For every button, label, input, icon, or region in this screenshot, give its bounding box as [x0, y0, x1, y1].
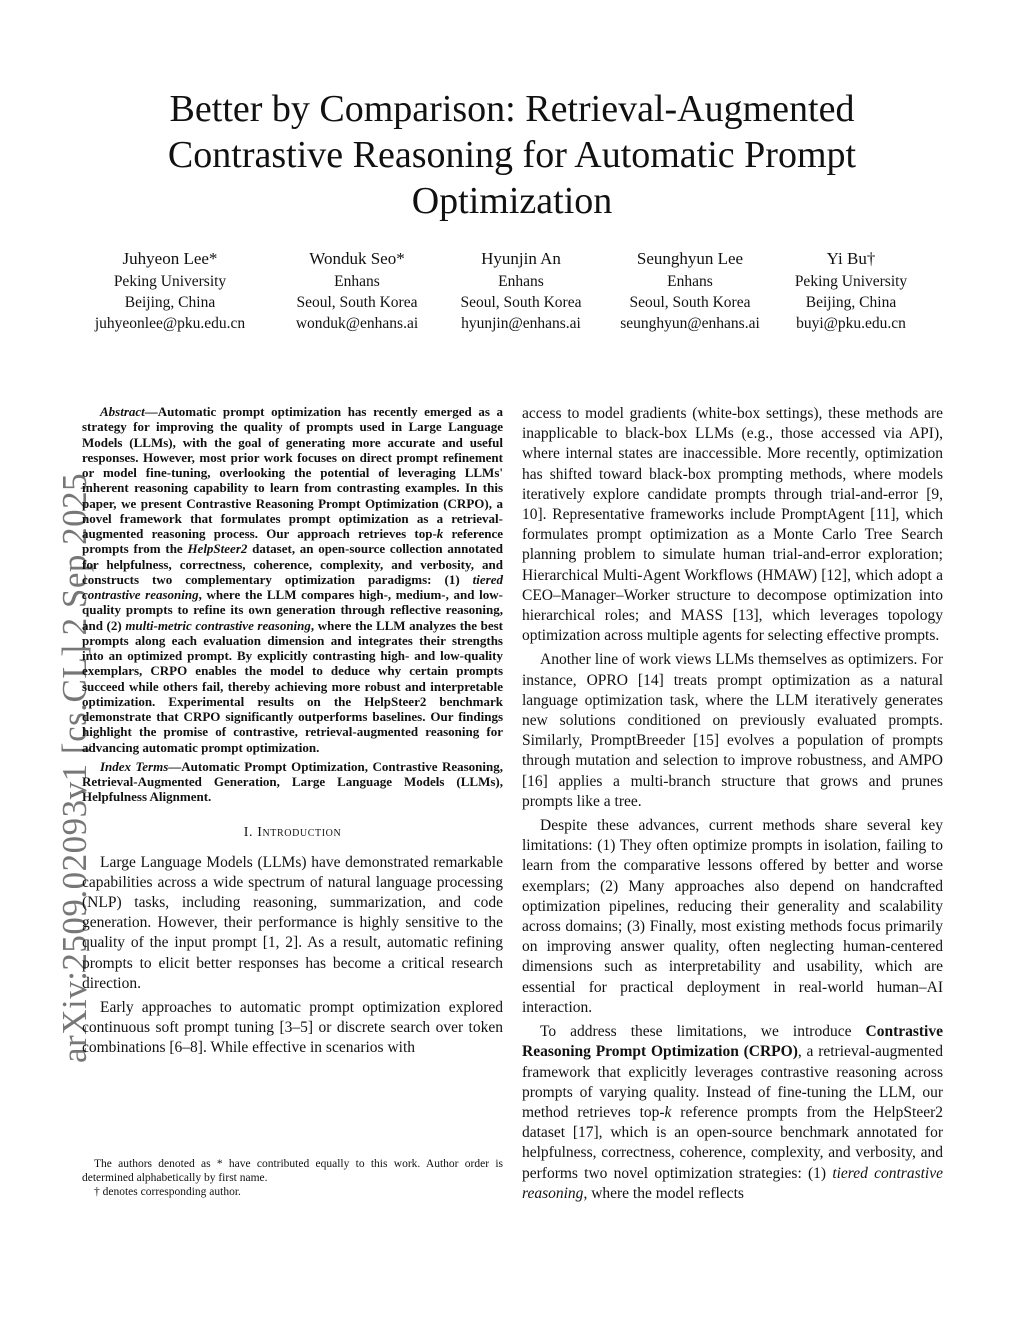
author-affiliation: Enhans — [334, 273, 380, 290]
index-terms-label: Index Terms — [100, 758, 169, 774]
abstract-dataset: HelpSteer2 — [187, 541, 248, 557]
left-column — [82, 404, 503, 1063]
right-column — [522, 404, 943, 1208]
author-name: Seunghyun Lee — [636, 249, 744, 268]
author-email: wonduk@enhans.ai — [295, 315, 419, 332]
section-heading-introduction — [82, 825, 503, 841]
paper-title: Better by Comparison: Retrieval-Augmented Contrastive Reasoning for Automatic Prompt Optimization — [167, 88, 857, 222]
abstract-label: Abstract — [100, 404, 145, 419]
footnote-equal-contribution: The authors denoted as * have contributed equally to this work. Author order is determined alphabetically by first name. — [82, 1158, 503, 1184]
abstract-k: k — [436, 526, 444, 541]
section-number: I. — [243, 824, 254, 840]
intro-k: k — [664, 1103, 672, 1121]
author-email: buyi@pku.edu.cn — [796, 315, 906, 332]
author-email: hyunjin@enhans.ai — [461, 315, 581, 332]
author-affiliation: Peking University — [794, 273, 908, 290]
abstract-text: , where the LLM analyzes the best prompts along each evaluation dimension and integrates their strengths into an optimized prompt. By explicitly contrasting high- and low-quality exemplars, CRPO enables the model to deduce why certain prompts succeed while others fail, thereby achieving more robust and interpretable optimization. Experimental results on the HelpSteer2 benchmark demonstrate that CRPO significantly outperforms baselines. Our findings highlight the promise of contrastive, retrieval-augmented reasoning for advancing automatic prompt optimization. — [82, 617, 504, 755]
intro-paragraph-4: Despite these advances, current methods share several key limitations: (1) They often optimize prompts in isolation, failing to learn from the comparative lessons offered by better and worse exemplars; (2) Many approaches also depend on handcrafted optimization pipelines, reducing their generality and scalability across domains; (3) Finally, most existing methods focus primarily on improving answer quality, often neglecting human-centered dimensions such as interpretability and usability, which are essential for practical deployment in real-world human–AI interaction. — [522, 817, 943, 1016]
author-name: Wonduk Seo* — [309, 249, 405, 268]
index-terms: Index Terms—Automatic Prompt Optimization, Contrastive Reasoning, Retrieval-Augmented Generation, Large Language Models (LLMs), Helpfulness Alignment. — [82, 758, 504, 805]
tiered-contrastive-reasoning: tiered contrastive reasoning — [522, 1164, 943, 1202]
index-terms-text: Automatic Prompt Optimization, Contrastive Reasoning, Retrieval-Augmented Generation, Large Language Models (LLMs), Helpfulness Alignment. — [82, 758, 504, 805]
author-1 — [85, 247, 255, 334]
intro-paragraph-1: Large Language Models (LLMs) have demonstrated remarkable capabilities across a wide spectrum of natural language processing (NLP) tasks, including reasoning, summarization, and code generation. However, their performance is highly sensitive to the quality of the input prompt [1, 2]. As a result, automatic refining prompts to elicit better responses has become a critical research direction. — [82, 853, 503, 992]
abstract-paradigm-1: tiered contrastive reasoning — [82, 571, 503, 602]
intro-paragraph-2-continued: access to model gradients (white-box settings), these methods are inapplicable to black-box LLMs (e.g., those accessed via API), where internal states are inaccessible. More recently, optimization has shifted toward black-box prompting methods, where models iteratively explore candidate prompts through trial-and-error [9, 10]. Representative frameworks include PromptAgent [11], which formulates prompt optimization as a Monte Carlo Tree Search planning problem to simulate human trial-and-error exploration; Hierarchical Multi-Agent Workflows (HMAW) [12], which adopt a CEO–Manager–Worker structure to decompose optimization into hierarchical roles; and MASS [13], which leverages topology optimization across multiple agents for selecting effective prompts. — [522, 405, 943, 645]
intro-text: To address these limitations, we introduce — [540, 1023, 866, 1041]
abstract-text: reference prompts from the — [82, 526, 503, 557]
author-location: Beijing, China — [805, 294, 897, 311]
author-location: Seoul, South Korea — [296, 294, 418, 311]
author-2 — [272, 247, 442, 334]
author-4 — [605, 247, 775, 334]
footnote-corresponding-author: † denotes corresponding author. — [94, 1186, 241, 1198]
intro-paragraph-5 — [522, 1022, 943, 1204]
crpo-name: Contrastive Reasoning Prompt Optimization (CRPO) — [522, 1023, 943, 1061]
intro-text: , a retrieval-augmented framework that explicitly leverages contrastive reasoning across prompts of varying quality. Instead of fine-tuning the LLM, our method retrieves top- — [522, 1043, 943, 1121]
abstract-text: , where the LLM compares high-, medium-, and low-quality prompts to refine its own generation through reflective reasoning, and (2) — [82, 587, 503, 633]
abstract-text: dataset, an open-source collection annotated for helpfulness, correctness, coherence, complexity, and verbosity, and constructs two complementary optimization paradigms: (1) — [82, 541, 503, 587]
author-email: seunghyun@enhans.ai — [620, 315, 760, 332]
arxiv-stamp: arXiv:2509.02093v1 [cs.CL] 2 Sep 2025 — [55, 472, 94, 1063]
intro-paragraph-3: Another line of work views LLMs themselves as optimizers. For instance, OPRO [14] treats prompt optimization as a natural language optimization task, where the LLM iteratively generates new solutions conditioned on previously evaluated prompts. Similarly, PromptBreeder [15] evolves a population of prompts through mutation and selection to improve robustness, and AMPO [16] applies a multi-branch structure that grows and prunes prompts like a tree. — [522, 651, 943, 810]
abstract: Abstract—Automatic prompt optimization has recently emerged as a strategy for improving the quality of prompts used in Large Language Models (LLMs), with the goal of generating more accurate and useful responses. However, most prior work focuses on direct prompt refinement or model fine-tuning, overlooking the potential of leveraging LLMs' inherent reasoning capability to learn from contrasting examples. In this paper, we present Contrastive Reasoning Prompt Optimization (CRPO), a novel framework that formulates prompt optimization as a retrieval-augmented reasoning process. Our approach retrieves top-k reference prompts from the HelpSteer2 dataset, an open-source collection annotated for helpfulness, correctness, coherence, complexity, and verbosity, and constructs two complementary optimization paradigms: (1) tiered contrastive reasoning, where the LLM compares high-, medium-, and low-quality prompts to refine its own generation through reflective reasoning, and (2) multi-metric contrastive reasoning, where the LLM analyzes the best prompts along each evaluation dimension and integrates their strengths into an optimized prompt. By explicitly contrasting high- and low-quality exemplars, CRPO enables the model to deduce why certain prompts succeed while others fail, thereby achieving more robust and interpretable optimization. Experimental results on the HelpSteer2 benchmark demonstrate that CRPO significantly outperforms baselines. Our findings highlight the promise of contrastive, retrieval-augmented reasoning for advancing automatic prompt optimization. — [82, 404, 504, 755]
author-location: Seoul, South Korea — [460, 294, 582, 311]
intro-text: , where the model reflects — [583, 1184, 744, 1202]
intro-text: reference prompts from the HelpSteer2 dataset [17], which is an open-source benchmark annotated for helpfulness, correctness, coherence, complexity, and verbosity, and performs two novel optimization strategies: (1) — [522, 1103, 943, 1182]
author-5 — [766, 247, 936, 334]
author-name: Yi Bu† — [826, 249, 876, 268]
abstract-text: Automatic prompt optimization has recently emerged as a strategy for improving the quality of prompts used in Large Language Models (LLMs), with the goal of generating more accurate and useful responses. However, most prior work focuses on direct prompt refinement or model fine-tuning, overlooking the potential of leveraging LLMs' inherent reasoning capability to learn from contrasting examples. In this paper, we present Contrastive Reasoning Prompt Optimization (CRPO), a novel framework that formulates prompt optimization as a retrieval-augmented reasoning process. Our approach retrieves top- — [82, 404, 503, 541]
author-email: juhyeonlee@pku.edu.cn — [94, 315, 246, 332]
author-name: Juhyeon Lee* — [122, 249, 218, 268]
author-3 — [436, 247, 606, 334]
section-title: Introduction — [257, 824, 342, 840]
author-location: Beijing, China — [124, 294, 216, 311]
author-affiliation: Peking University — [113, 273, 227, 290]
abstract-paradigm-2: multi-metric contrastive reasoning — [125, 617, 311, 633]
author-affiliation: Enhans — [498, 273, 544, 290]
footnotes — [82, 1157, 503, 1199]
author-name: Hyunjin An — [481, 249, 561, 268]
author-affiliation: Enhans — [667, 273, 713, 290]
intro-paragraph-2: Early approaches to automatic prompt optimization explored continuous soft prompt tuning [3–5] or discrete search over token combinations [6–8]. While effective in scenarios with — [82, 998, 503, 1057]
author-location: Seoul, South Korea — [629, 294, 751, 311]
